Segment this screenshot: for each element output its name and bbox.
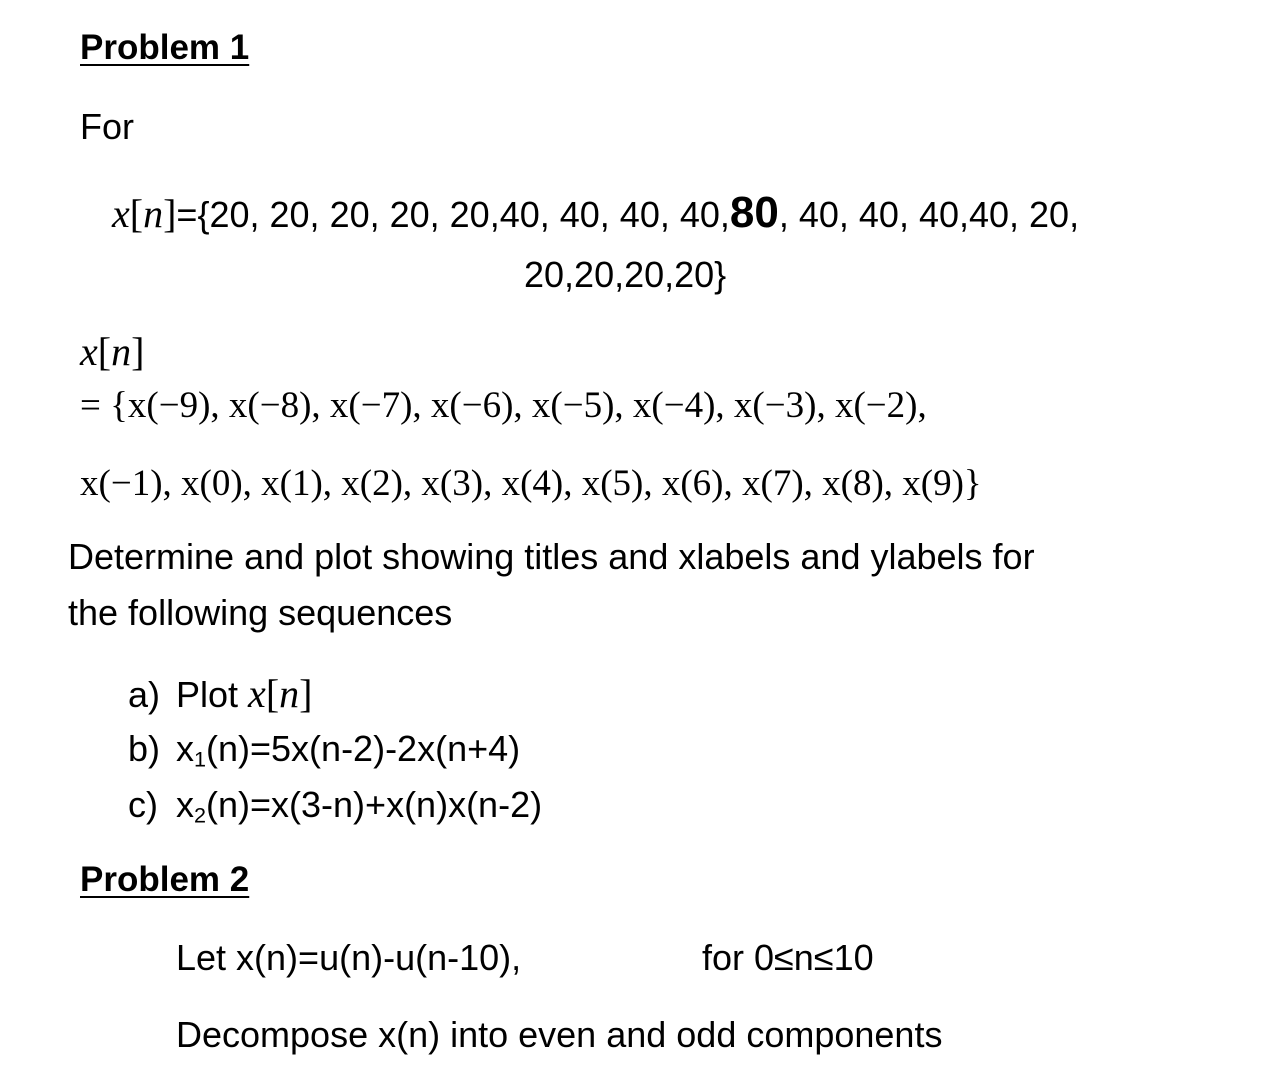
problem-2-definition: Let x(n)=u(n)-u(n-10), bbox=[176, 937, 522, 978]
highlighted-value: 80 bbox=[729, 188, 779, 237]
mapping-var: x bbox=[80, 329, 98, 374]
problem-1-heading: Problem 1 bbox=[80, 28, 250, 67]
problem-2-range: for 0≤n≤10 bbox=[702, 937, 874, 978]
item-pre: x bbox=[176, 784, 194, 825]
item-post: (n)=5x(n-2)-2x(n+4) bbox=[206, 728, 521, 769]
sequence-var: x bbox=[112, 191, 130, 236]
instruction-line-2: the following sequences bbox=[68, 592, 453, 633]
item-math-index: n bbox=[279, 671, 300, 716]
sequence-values-prefix: ={20, 20, 20, 20, 20,40, 40, 40, 40, bbox=[176, 194, 730, 235]
instruction-line-1: Determine and plot showing titles and xlabels and ylabels for bbox=[68, 536, 1035, 577]
mapping-line-1: = {x(−9), x(−8), x(−7), x(−6), x(−5), x(−4), x(−3), x(−2), bbox=[80, 385, 927, 426]
item-math-var: x bbox=[248, 671, 266, 716]
item-text: Plot bbox=[176, 674, 249, 715]
item-a: a) Plot x[n] bbox=[128, 671, 313, 716]
item-post: (n)=x(3-n)+x(n)x(n-2) bbox=[206, 784, 543, 825]
sequence-line-1: x[n]={20, 20, 20, 20, 20,40, 40, 40, 40,80, 40, 40, 40,40, 20, bbox=[112, 188, 1080, 237]
item-label: a) bbox=[128, 674, 161, 715]
item-pre: x bbox=[176, 728, 194, 769]
item-subscript: 2 bbox=[194, 802, 207, 828]
item-subscript: 1 bbox=[194, 746, 207, 772]
sequence-values-suffix: , 40, 40, 40,40, 20, bbox=[778, 194, 1080, 235]
problem-2-heading: Problem 2 bbox=[80, 860, 250, 899]
mapping-line-2: x(−1), x(0), x(1), x(2), x(3), x(4), x(5), x(6), x(7), x(8), x(9)} bbox=[80, 463, 982, 504]
sequence-index: n bbox=[143, 191, 164, 236]
item-c bbox=[128, 784, 542, 828]
item-b bbox=[128, 728, 520, 772]
item-label: b) bbox=[128, 728, 161, 769]
mapping-index: n bbox=[111, 329, 132, 374]
sequence-line-2: 20,20,20,20} bbox=[524, 254, 727, 295]
item-label: c) bbox=[128, 784, 158, 825]
intro-text: For bbox=[80, 106, 134, 147]
mapping-lhs: x[n] bbox=[80, 329, 145, 374]
problem-2-task: Decompose x(n) into even and odd components bbox=[176, 1014, 943, 1055]
